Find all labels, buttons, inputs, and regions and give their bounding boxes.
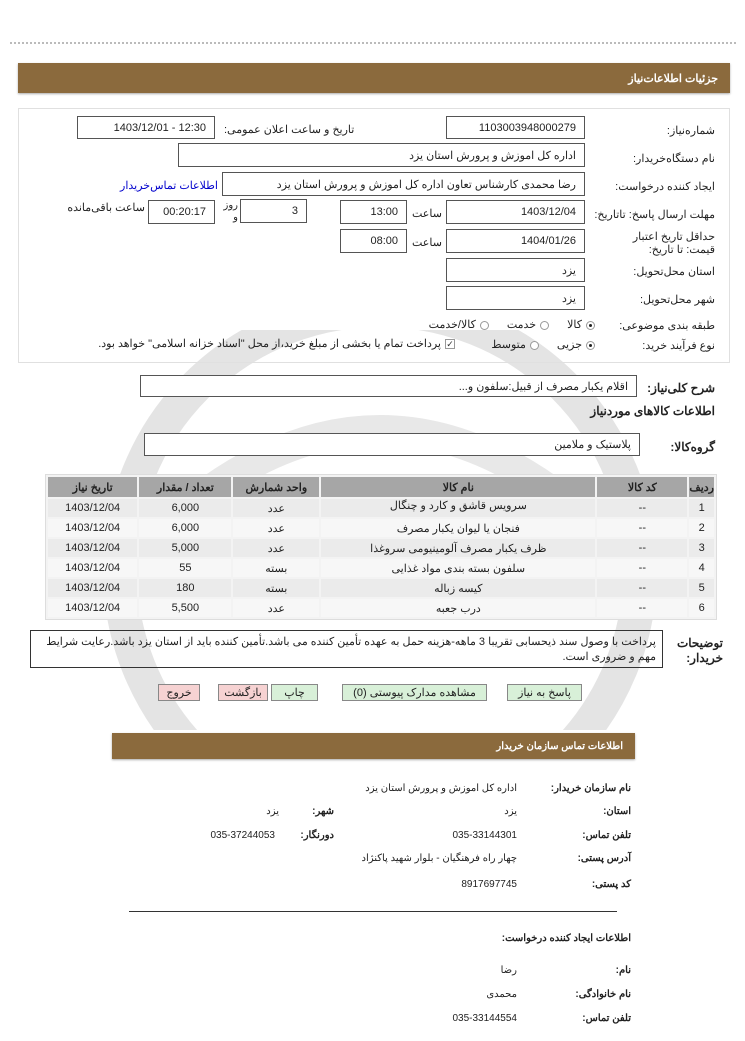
buyer-field: اداره کل اموزش و پرورش استان یزد — [178, 143, 585, 167]
details-header — [18, 63, 730, 93]
process-radio-group — [491, 338, 595, 351]
cell-item-code: -- — [597, 579, 687, 597]
phone-value: 035-33144301 — [452, 830, 517, 841]
fax-label: دورنگار: — [300, 830, 334, 841]
cell-row-number: 6 — [689, 599, 714, 617]
announce-field: 1403/12/01 - 12:30 — [77, 116, 215, 139]
cell-unit: عدد — [233, 539, 319, 557]
process-minor[interactable] — [557, 338, 595, 351]
validity-label: حداقل تاریخ اعتبار قیمت: تا تاریخ: — [632, 231, 715, 256]
radio-icon — [480, 321, 489, 330]
radio-icon — [530, 341, 539, 350]
cell-need-date: 1403/12/04 — [48, 599, 137, 617]
cell-item-name: سلفون بسته بندی مواد غذایی — [321, 559, 595, 577]
category-goods-label: کالا — [567, 319, 582, 331]
radio-icon — [586, 341, 595, 350]
phone-label: تلفن تماس: — [582, 830, 631, 841]
cell-row-number: 1 — [689, 499, 714, 517]
cell-row-number: 2 — [689, 519, 714, 537]
creator-phone-value: 035-33144554 — [452, 1013, 517, 1024]
need-number-label: شماره‌نیاز: — [666, 125, 715, 137]
col-unit: واحد شمارش — [233, 477, 319, 497]
name-label: نام: — [615, 965, 631, 976]
col-name: نام کالا — [321, 477, 595, 497]
deadline-label: مهلت ارسال پاسخ: تاتاریخ: — [594, 209, 715, 221]
fax-value: 035-37244053 — [210, 830, 275, 841]
details-title: جزئیات اطلاعات‌نیاز — [628, 72, 718, 85]
cell-need-date: 1403/12/04 — [48, 539, 137, 557]
name-value: رضا — [500, 965, 517, 976]
cell-need-date: 1403/12/04 — [48, 559, 137, 577]
address-label: آدرس پستی: — [577, 853, 631, 864]
category-label: طبقه بندی موضوعی: — [619, 320, 715, 332]
deadline-time-field: 13:00 — [340, 200, 407, 224]
validity-date-field: 1404/01/26 — [446, 229, 585, 253]
process-medium[interactable] — [491, 338, 539, 351]
cell-unit: عدد — [233, 499, 319, 517]
cell-item-name: فنجان یا لیوان یکبار مصرف — [321, 519, 595, 537]
org-value: اداره کل اموزش و پرورش استان یزد — [365, 783, 517, 794]
creator-label: ایجاد کننده درخواست: — [615, 181, 715, 193]
goods-title: اطلاعات کالاهای موردنیاز — [590, 404, 715, 418]
announce-label: تاریخ و ساعت اعلان عمومی: — [224, 124, 355, 136]
goods-table — [45, 474, 717, 620]
family-value: محمدی — [486, 989, 517, 1000]
cell-need-date: 1403/12/04 — [48, 579, 137, 597]
validity-time-label: ساعت — [412, 237, 442, 249]
col-qty: تعداد / مقدار — [139, 477, 231, 497]
radio-icon — [586, 321, 595, 330]
table-row — [48, 519, 714, 537]
postal-value: 8917697745 — [461, 879, 517, 890]
contact-divider — [129, 911, 617, 912]
remaining-field: 00:20:17 — [148, 200, 215, 224]
province-contact-value: یزد — [504, 806, 517, 817]
table-row — [48, 559, 714, 577]
notes-field: پرداخت با وصول سند ذیحسابی تقریبا 3 ماهه-هزینه حمل به عهده تأمین کننده می باشد.تأمین کننده باید از استان یزد باشد.رعایت شرایط مهم و ضروری است. — [30, 630, 663, 668]
cell-quantity: 5,500 — [139, 599, 231, 617]
city-field: یزد — [446, 286, 585, 310]
cell-unit: بسته — [233, 579, 319, 597]
group-label: گروه‌کالا: — [670, 440, 715, 454]
cell-item-name: سرویس قاشق و کارد و چنگال — [321, 499, 595, 517]
table-row — [48, 579, 714, 597]
cell-item-code: -- — [597, 539, 687, 557]
days-field: 3 — [240, 199, 307, 223]
category-goods[interactable] — [567, 318, 595, 331]
category-service[interactable] — [507, 318, 549, 331]
contact-title: اطلاعات تماس سازمان خریدار — [496, 740, 623, 752]
cell-item-name: درب جعبه — [321, 599, 595, 617]
cell-item-code: -- — [597, 559, 687, 577]
process-minor-label: جزیی — [556, 339, 582, 351]
city-contact-label: شهر: — [312, 806, 334, 817]
cell-row-number: 5 — [689, 579, 714, 597]
validity-time-field: 08:00 — [340, 229, 407, 253]
cell-quantity: 6,000 — [139, 499, 231, 517]
cell-item-name: ظرف یکبار مصرف آلومینیومی سروغذا — [321, 539, 595, 557]
cell-item-code: -- — [597, 599, 687, 617]
process-medium-label: متوسط — [491, 339, 526, 351]
cell-row-number: 3 — [689, 539, 714, 557]
category-both-label: کالا/خدمت — [428, 319, 476, 331]
cell-quantity: 6,000 — [139, 519, 231, 537]
cell-item-code: -- — [597, 519, 687, 537]
cell-item-code: -- — [597, 499, 687, 517]
address-value: چهار راه فرهنگیان - بلوار شهید پاکنژاد — [361, 853, 517, 864]
buyer-contact-link[interactable]: اطلاعات تماس‌خریدار — [120, 180, 218, 192]
attachments-button[interactable]: مشاهده مدارک پیوستی (0) — [342, 684, 487, 701]
cell-unit: بسته — [233, 559, 319, 577]
buyer-label: نام دستگاه‌خریدار: — [632, 153, 715, 165]
city-contact-value: یزد — [266, 806, 279, 817]
cell-need-date: 1403/12/04 — [48, 499, 137, 517]
province-field: یزد — [446, 258, 585, 282]
cell-item-name: کیسه زباله — [321, 579, 595, 597]
creator-field: رضا محمدی کارشناس تعاون اداره کل اموزش و پرورش استان یزد — [222, 172, 585, 196]
postal-label: کد پستی: — [591, 879, 631, 890]
exit-button[interactable]: خروج — [158, 684, 200, 701]
deadline-date-field: 1403/12/04 — [446, 200, 585, 224]
creator-info-title: اطلاعات ایجاد کننده درخواست: — [501, 933, 631, 944]
summary-label: شرح کلی‌نیاز: — [647, 381, 715, 395]
category-service-label: خدمت — [506, 319, 537, 331]
process-label: نوع فرآیند خرید: — [642, 340, 715, 352]
table-row — [48, 499, 714, 517]
payment-note: پرداخت تمام یا بخشی از مبلغ خرید،از محل "اسناد خزانه اسلامی" خواهد بود. — [98, 338, 441, 350]
table-header-row — [48, 477, 714, 497]
cell-quantity: 180 — [139, 579, 231, 597]
province-label: استان محل‌تحویل: — [633, 266, 715, 278]
days-label: روز و — [223, 200, 238, 223]
cell-need-date: 1403/12/04 — [48, 519, 137, 537]
col-row: ردیف — [689, 477, 714, 497]
cell-unit: عدد — [233, 519, 319, 537]
family-label: نام خانوادگی: — [575, 989, 631, 1000]
contact-header — [112, 733, 635, 759]
table-row — [48, 599, 714, 617]
city-label: شهر محل‌تحویل: — [639, 294, 715, 306]
payment-checkbox[interactable] — [30, 338, 455, 351]
top-divider — [10, 42, 736, 44]
deadline-time-label: ساعت — [412, 208, 442, 220]
group-field: پلاستیک و ملامین — [144, 433, 640, 456]
col-date: تاریخ نیاز — [48, 477, 137, 497]
back-button[interactable]: بازگشت — [218, 684, 268, 701]
col-code: کد کالا — [597, 477, 687, 497]
category-radio-group — [429, 318, 595, 331]
need-number-field: 1103003948000279 — [446, 116, 585, 139]
org-label: نام سازمان خریدار: — [550, 783, 631, 794]
cell-quantity: 5,000 — [139, 539, 231, 557]
summary-field: اقلام یکبار مصرف از قبیل:سلفون و... — [140, 375, 637, 397]
notes-label: توضیحات خریدار: — [676, 636, 723, 665]
remaining-label: ساعت باقی‌مانده — [67, 202, 145, 214]
table-row — [48, 539, 714, 557]
creator-phone-label: تلفن تماس: — [582, 1013, 631, 1024]
print-button[interactable]: چاپ — [271, 684, 318, 701]
radio-icon — [540, 321, 549, 330]
cell-row-number: 4 — [689, 559, 714, 577]
reply-button[interactable]: پاسخ به نیاز — [507, 684, 582, 701]
province-contact-label: استان: — [603, 806, 631, 817]
cell-quantity: 55 — [139, 559, 231, 577]
check-icon: ✓ — [446, 339, 454, 350]
cell-unit: عدد — [233, 599, 319, 617]
category-both[interactable] — [429, 318, 489, 331]
